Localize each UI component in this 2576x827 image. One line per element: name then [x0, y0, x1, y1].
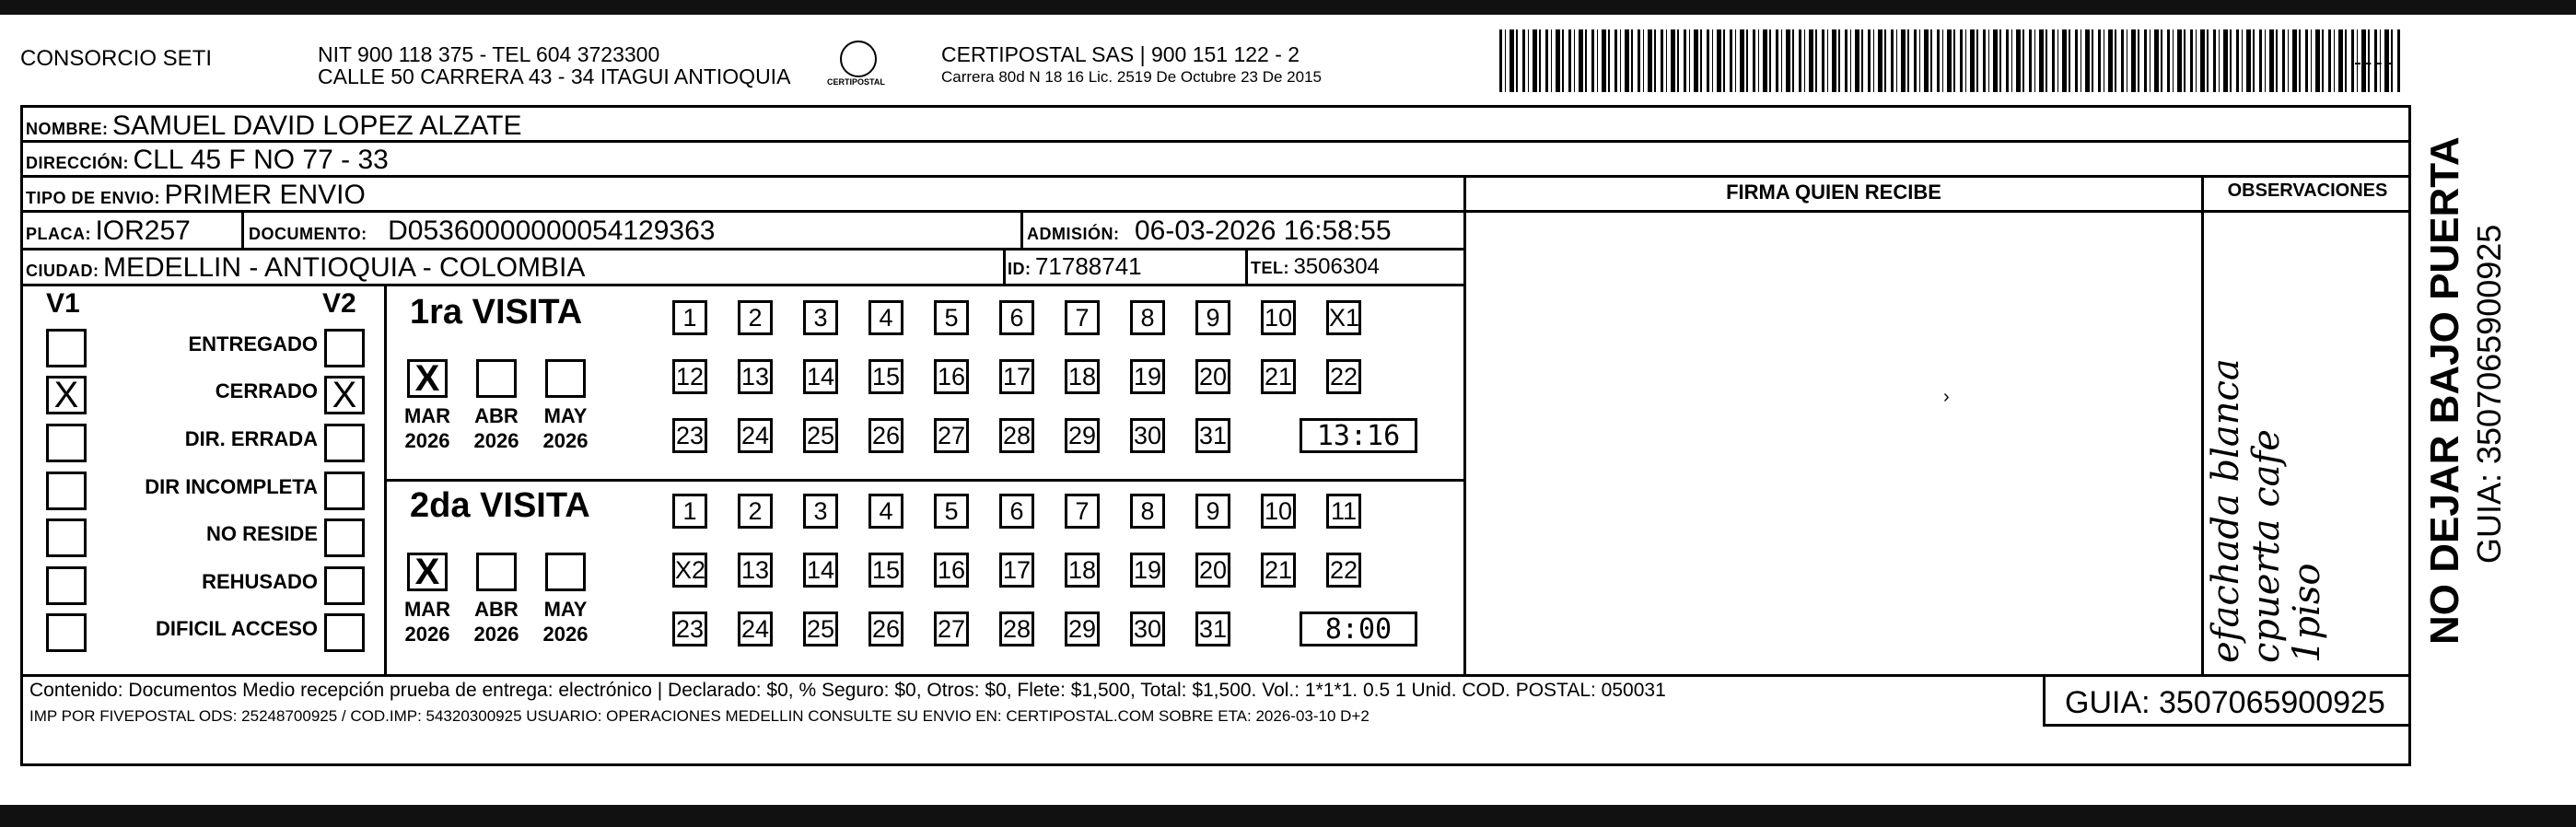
month-checkbox[interactable]: X [407, 553, 448, 591]
month-label: MAR [403, 404, 451, 427]
documento-value: D05360000000054129363 [388, 215, 716, 246]
day-box[interactable]: 26 [868, 612, 903, 646]
day-box[interactable]: 15 [868, 553, 903, 588]
day-box[interactable]: 7 [1065, 300, 1100, 335]
day-box[interactable]: 13 [738, 553, 773, 588]
documento-row [249, 215, 715, 247]
obs-line-1: efachada blanca [2205, 358, 2247, 663]
day-box[interactable]: 28 [999, 612, 1034, 646]
direccion-label: DIRECCIÓN: [26, 154, 129, 172]
day-box[interactable]: 14 [803, 359, 838, 394]
day-box[interactable]: 25 [803, 612, 838, 646]
v1-checkbox[interactable] [46, 424, 87, 462]
day-box[interactable]: 3 [803, 300, 838, 335]
certipostal-logo-icon [840, 41, 877, 77]
day-box[interactable]: 9 [1195, 494, 1230, 529]
day-box[interactable]: 21 [1261, 553, 1296, 588]
day-box[interactable]: X1 [1326, 300, 1361, 335]
ciudad-label: CIUDAD: [26, 262, 99, 280]
address-line: CALLE 50 CARRERA 43 - 34 ITAGUI ANTIOQUIA [318, 64, 791, 88]
day-box[interactable]: 19 [1130, 359, 1165, 394]
month-option [402, 359, 452, 453]
cut-mark [2355, 63, 2392, 64]
day-box[interactable]: 8 [1130, 494, 1165, 529]
nombre-row [26, 111, 522, 142]
day-box[interactable]: 4 [868, 494, 903, 529]
day-box[interactable]: 20 [1195, 359, 1230, 394]
day-box[interactable]: 1 [672, 494, 707, 529]
year-label: 2026 [404, 623, 450, 646]
day-box[interactable]: 29 [1065, 418, 1100, 453]
v2-checkbox[interactable] [324, 329, 365, 367]
day-box[interactable]: 24 [738, 612, 773, 646]
day-box[interactable]: 6 [999, 494, 1034, 529]
day-box[interactable]: 3 [803, 494, 838, 529]
day-box[interactable]: 2 [738, 494, 773, 529]
day-box[interactable]: 13 [738, 359, 773, 394]
year-label: 2026 [473, 623, 519, 646]
month-checkbox[interactable]: X [407, 359, 448, 398]
month-label: ABR [474, 598, 519, 621]
direccion-value: CLL 45 F NO 77 - 33 [133, 145, 389, 175]
day-box[interactable]: 10 [1261, 300, 1296, 335]
day-box[interactable]: 22 [1326, 359, 1361, 394]
day-box[interactable]: 18 [1065, 359, 1100, 394]
tel-row [1251, 254, 1380, 280]
day-box[interactable]: X2 [672, 553, 707, 588]
tipo-envio-label: TIPO DE ENVIO: [26, 189, 161, 207]
month-option [472, 553, 521, 646]
v2-header: V2 [322, 288, 356, 319]
id-value: 71788741 [1034, 252, 1142, 280]
day-box[interactable]: 17 [999, 553, 1034, 588]
tipo-envio-row [26, 180, 366, 211]
month-checkbox[interactable] [476, 359, 517, 398]
day-box[interactable]: 20 [1195, 553, 1230, 588]
day-box[interactable]: 15 [868, 359, 903, 394]
no-dejar-bajo-puerta: NO DEJAR BAJO PUERTA [2422, 136, 2467, 645]
day-box[interactable]: 29 [1065, 612, 1100, 646]
month-label: MAY [543, 404, 588, 427]
placa-label: PLACA: [26, 225, 91, 243]
v1-header: V1 [46, 288, 80, 319]
placa-value: IOR257 [95, 215, 191, 246]
observaciones-handwriting [2206, 358, 2327, 663]
day-box[interactable]: 27 [934, 418, 969, 453]
documento-label: DOCUMENTO: [249, 225, 367, 243]
day-box[interactable]: 12 [672, 359, 707, 394]
month-checkbox[interactable] [545, 553, 586, 591]
imp-text: IMP POR FIVEPOSTAL ODS: 25248700925 / COD.IMP: 54320300925 USUARIO: OPERACIONES MEDELLIN CONSULTE SU ENVIO EN: CERTIPOSTAL.COM SOBRE ETA: 2026-03-10 D+2 [29, 707, 1370, 725]
footer-guia: GUIA: 3507065900925 [2065, 685, 2385, 720]
day-box[interactable]: 23 [672, 418, 707, 453]
day-box[interactable]: 6 [999, 300, 1034, 335]
visit-title: 1ra VISITA [410, 293, 583, 332]
visit-time-box[interactable]: 8:00 [1300, 612, 1417, 646]
nombre-label: NOMBRE: [26, 120, 109, 138]
status-label: REHUSADO [202, 570, 318, 593]
status-label: NO RESIDE [205, 522, 318, 545]
admision-value: 06-03-2026 16:58:55 [1134, 215, 1392, 246]
day-box[interactable]: 16 [934, 553, 969, 588]
day-box[interactable]: 23 [672, 612, 707, 646]
month-option [541, 553, 590, 646]
id-row [1008, 252, 1142, 281]
day-box[interactable]: 4 [868, 300, 903, 335]
year-label: 2026 [404, 429, 450, 452]
admision-row [1027, 215, 1392, 247]
month-option [472, 359, 521, 453]
ciudad-value: MEDELLIN - ANTIOQUIA - COLOMBIA [102, 252, 586, 283]
v2-checkbox[interactable] [324, 566, 365, 605]
logo-text: CERTIPOSTAL [827, 77, 885, 87]
status-label: CERRADO [215, 379, 318, 402]
visit-time-box[interactable]: 13:16 [1300, 418, 1417, 453]
contenido-text: Contenido: Documentos Medio recepción prueba de entrega: electrónico | Declarado: $0, % Seguro: $0, Otros: $0, Flete: $1,500, Total: $1,500. Vol.: 1*1*1. 0.5 1 Unid. COD. POSTAL: 050031 [29, 680, 1666, 701]
top-border [0, 0, 2576, 15]
firma-header: FIRMA QUIEN RECIBE [1726, 181, 1941, 204]
day-box[interactable]: 25 [803, 418, 838, 453]
v1-checkbox[interactable] [46, 566, 87, 605]
ciudad-row [26, 252, 585, 284]
day-box[interactable]: 10 [1261, 494, 1296, 529]
certipostal-line: CERTIPOSTAL SAS | 900 151 122 - 2 [941, 42, 1300, 66]
month-checkbox[interactable] [545, 359, 586, 398]
side-guia: GUIA: 3507065900925 [2470, 224, 2508, 564]
month-checkbox[interactable] [476, 553, 517, 591]
year-label: 2026 [473, 429, 519, 452]
tel-value: 3506304 [1293, 254, 1380, 279]
v1-checkbox[interactable] [46, 613, 87, 652]
month-label: MAR [403, 598, 451, 621]
month-option [402, 553, 452, 646]
v1-checkbox[interactable]: X [46, 376, 87, 414]
v2-checkbox[interactable] [324, 518, 365, 557]
tipo-envio-value: PRIMER ENVIO [164, 180, 366, 210]
day-box[interactable]: 26 [868, 418, 903, 453]
month-label: MAY [543, 598, 588, 621]
visit-title: 2da VISITA [410, 486, 590, 525]
v2-checkbox[interactable]: X [324, 376, 365, 414]
status-label: ENTREGADO [188, 332, 318, 355]
v2-checkbox[interactable] [324, 424, 365, 462]
placa-row [26, 215, 191, 247]
status-label: DIR INCOMPLETA [145, 475, 318, 498]
day-box[interactable]: 8 [1130, 300, 1165, 335]
v1-checkbox[interactable] [46, 472, 87, 510]
obs-line-3: 1piso [2286, 563, 2328, 663]
year-label: 2026 [542, 429, 589, 452]
nit-line: NIT 900 118 375 - TEL 604 3723300 [318, 42, 660, 66]
day-box[interactable]: 19 [1130, 553, 1165, 588]
direccion-row [26, 145, 389, 176]
day-box[interactable]: 1 [672, 300, 707, 335]
admision-label: ADMISIÓN: [1027, 225, 1120, 243]
day-box[interactable]: 18 [1065, 553, 1100, 588]
obs-line-2: cpuerta cafe [2245, 429, 2288, 663]
day-box[interactable]: 27 [934, 612, 969, 646]
barcode [1499, 29, 2402, 92]
day-box[interactable]: 31 [1195, 418, 1230, 453]
day-box[interactable]: 30 [1130, 418, 1165, 453]
day-box[interactable]: 17 [999, 359, 1034, 394]
status-label: DIFICIL ACCESO [155, 617, 318, 640]
status-label: DIR. ERRADA [184, 427, 318, 450]
v2-checkbox[interactable] [324, 613, 365, 652]
day-box[interactable]: 30 [1130, 612, 1165, 646]
license-line: Carrera 80d N 18 16 Lic. 2519 De Octubre 23 De 2015 [941, 68, 1322, 86]
nombre-value: SAMUEL DAVID LOPEZ ALZATE [111, 111, 522, 141]
company-name: CONSORCIO SETI [20, 46, 213, 71]
tel-label: TEL: [1251, 259, 1289, 277]
v2-checkbox[interactable] [324, 472, 365, 510]
month-label: ABR [474, 404, 519, 427]
day-box[interactable]: 14 [803, 553, 838, 588]
day-box[interactable]: 9 [1195, 300, 1230, 335]
year-label: 2026 [542, 623, 589, 646]
v1-checkbox[interactable] [46, 518, 87, 557]
v1-checkbox[interactable] [46, 329, 87, 367]
day-box[interactable]: 31 [1195, 612, 1230, 646]
day-box[interactable]: 7 [1065, 494, 1100, 529]
bottom-border [0, 805, 2576, 827]
day-box[interactable]: 24 [738, 418, 773, 453]
day-box[interactable]: 28 [999, 418, 1034, 453]
day-box[interactable]: 16 [934, 359, 969, 394]
day-box[interactable]: 21 [1261, 359, 1296, 394]
day-box[interactable]: 5 [934, 494, 969, 529]
day-box[interactable]: 11 [1326, 494, 1361, 529]
month-option [541, 359, 590, 453]
day-box[interactable]: 2 [738, 300, 773, 335]
day-box[interactable]: 22 [1326, 553, 1361, 588]
observaciones-header: OBSERVACIONES [2227, 181, 2388, 201]
day-box[interactable]: 5 [934, 300, 969, 335]
id-label: ID: [1008, 260, 1032, 278]
